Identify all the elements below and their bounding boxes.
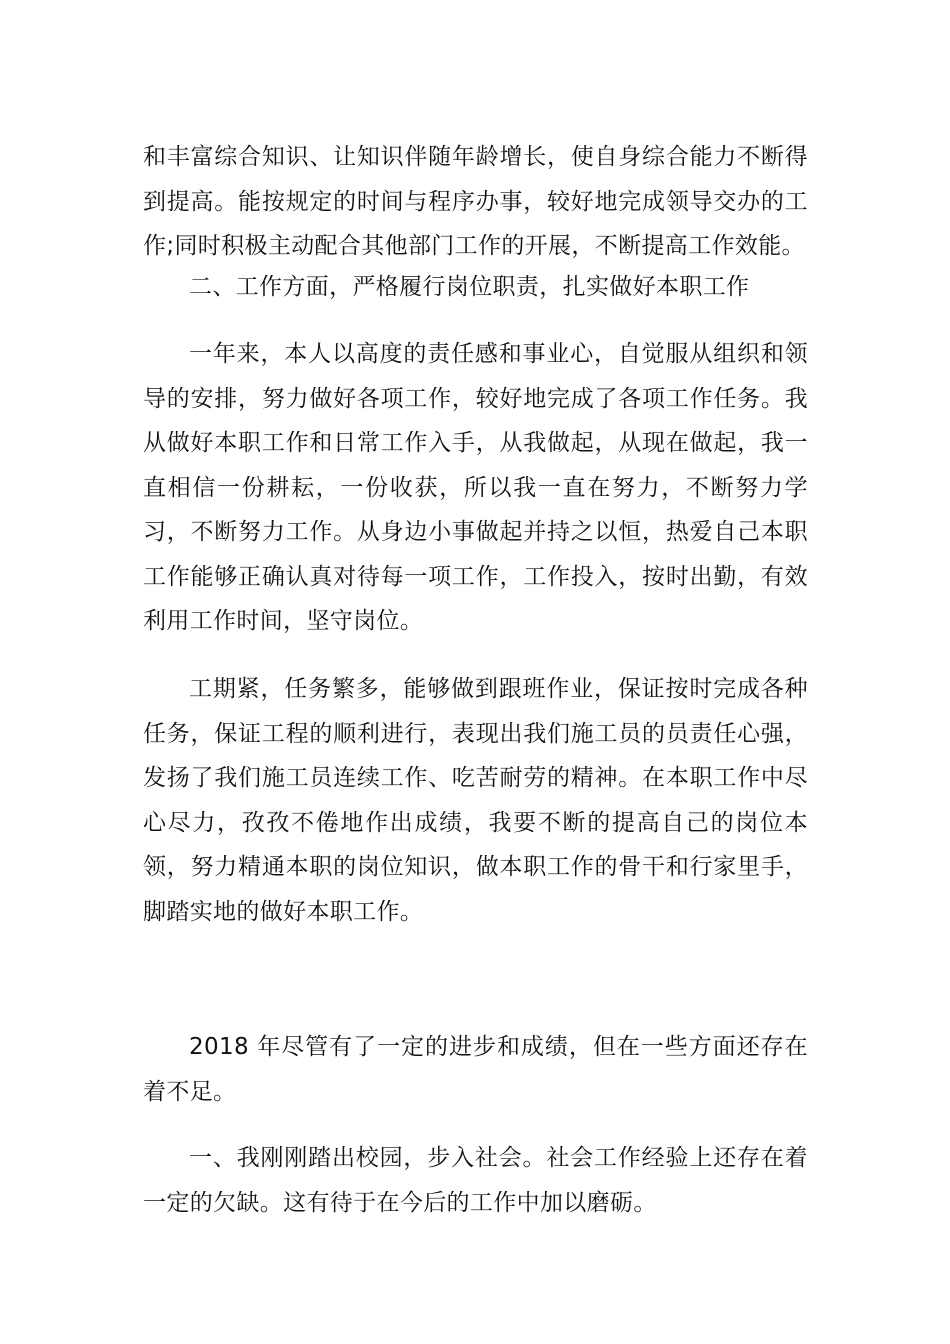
paragraph-shortcoming-one: 一、我刚刚踏出校园，步入社会。社会工作经验上还存在着一定的欠缺。这有待于在今后的工作中加以磨砺。 (143, 1145, 808, 1216)
paragraph-construction-work: 工期紧，任务繁多，能够做到跟班作业，保证按时完成各种任务，保证工程的顺利进行，表现出我们施工员的员责任心强，发扬了我们施工员连续工作、吃苦耐劳的精神。在本职工作中尽心尽力，孜孜不倦地作出成绩，我要不断的提高自己的岗位本领，努力精通本职的岗位知识，做本职工作的骨干和行家里手，脚踏实地的做好本职工作。 (143, 676, 808, 925)
paragraph-shortcomings-intro: 2018 年尽管有了一定的进步和成绩，但在一些方面还存在着不足。 (143, 1034, 808, 1105)
section-heading-work: 二、工作方面，严格履行岗位职责，扎实做好本职工作 (189, 274, 750, 300)
paragraph-work-summary: 一年来，本人以高度的责任感和事业心，自觉服从组织和领导的安排，努力做好各项工作，较好地完成了各项工作任务。我从做好本职工作和日常工作入手，从我做起，从现在做起，我一直相信一份耕耘，一份收获，所以我一直在努力，不断努力学习，不断努力工作。从身边小事做起并持之以恒，热爱自己本职工作能够正确认真对待每一项工作，工作投入，按时出勤，有效利用工作时间，坚守岗位。 (143, 341, 808, 634)
paragraph-continued: 和丰富综合知识、让知识伴随年龄增长，使自身综合能力不断得到提高。能按规定的时间与程序办事，较好地完成领导交办的工作;同时积极主动配合其他部门工作的开展，不断提高工作效能。 (143, 144, 808, 259)
